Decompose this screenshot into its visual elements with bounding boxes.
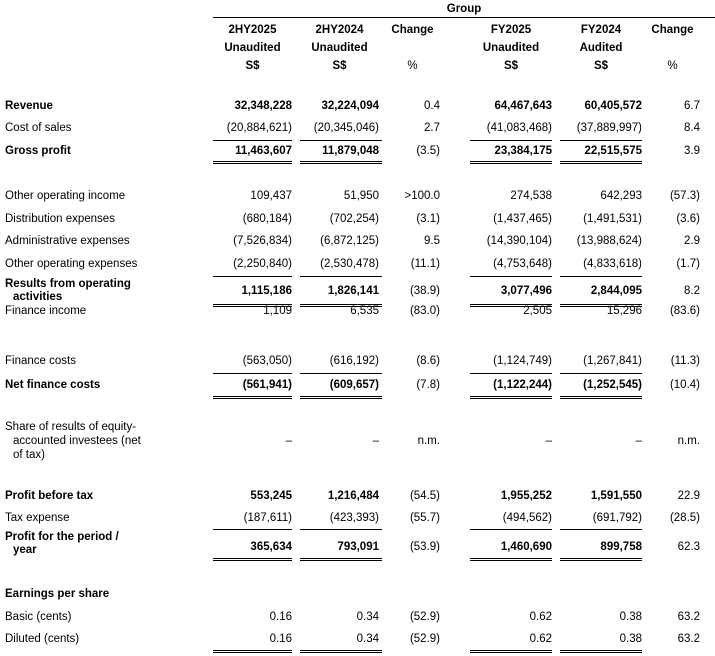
col-header-change-full: Change %	[651, 24, 694, 72]
subtotal-rule	[560, 276, 642, 277]
total-double-rule	[300, 304, 382, 307]
total-double-rule	[560, 558, 642, 561]
subtotal-rule	[213, 529, 292, 530]
total-double-rule	[470, 161, 552, 164]
subtotal-rule	[560, 373, 642, 374]
col-header-2hy2024: 2HY2024 Unaudited S$	[311, 24, 368, 72]
total-double-rule	[300, 558, 382, 561]
subtotal-rule	[213, 276, 292, 277]
subtotal-rule	[560, 140, 642, 141]
subtotal-rule	[213, 140, 292, 141]
income-statement-page: Group 2HY2025 Unaudited S$ 2HY2024 Unaudited S$ Change % FY2025 Unaudited S$ FY2024 Audited S$ Change % Revenue 32,348,228 32,224,094 0.4 64,467,643 60,405,572 6.7 Cost of sales (20,884,621) (20,345,046) 2.7 (41,083,468) (37,889,997) 8.4 Gross profit 11,463,607 11,879,048 (3.5) 23,384,175 22,515,575 3.9 Other operating income 109,437 51,950 >100.0 274,538 642,293 (57.3) Distribution expenses (680,184) (702,254) (3.1) (1,437,465) (1,491,531) (3.6) Administrative expenses (7,526,834) (6,872,125) 9.5 (14,390,104) (13,988,624) 2.9 Other operating expenses (2,250,840) (2,530,478) (11.1) (4,753,648) (4,833,618) (1.7) Results from operating activities 1,115,186 1,826,141 (38.9) 3,077,496 2,844,095 8.2 Finance income 1,109 6,535 (83.0) 2,505 15,296 (83.6) Finance costs (563,050) (616,192) (8.6) (1,124,749) (1,267,841) (11.3) Net finance costs (561,941) (609,657) (7.8) (1,122,244) (1,252,545) (10.4) Share of results of equity- accounted investees (net of tax) – – n.m. – – n.m. Profit before tax 553,245 1,216,484 (54.5) 1,955,252 1,591,550 22.9 Tax expense (187,611) (423,393) (55.7) (494,562) (691,792) (28.5) Profit for the period / year 365,634 793,091 (53.9) 1,460,690 899,758 62.3 Earnings per share Basic (cents) 0.16 0.34 (52.9) 0.62 0.38 63.2 Diluted (cents) 0.16 0.34 (52.9) 0.62 0.38 63.2	[0, 0, 715, 656]
total-double-rule	[213, 161, 292, 164]
total-double-rule	[213, 396, 292, 399]
total-double-rule	[300, 396, 382, 399]
col-header-fy2024: FY2024 Audited S$	[579, 24, 623, 72]
total-double-rule	[470, 558, 552, 561]
subtotal-rule	[300, 373, 382, 374]
total-double-rule	[300, 650, 382, 653]
total-double-rule	[560, 161, 642, 164]
subtotal-rule	[300, 140, 382, 141]
subtotal-rule	[470, 529, 552, 530]
total-double-rule	[470, 396, 552, 399]
total-double-rule	[213, 304, 292, 307]
total-double-rule	[560, 396, 642, 399]
subtotal-rule	[300, 276, 382, 277]
col-header-2hy2025: 2HY2025 Unaudited S$	[224, 24, 281, 72]
col-header-fy2025: FY2025 Unaudited S$	[482, 24, 540, 72]
subtotal-rule	[300, 529, 382, 530]
total-double-rule	[213, 650, 292, 653]
total-double-rule	[300, 161, 382, 164]
group-underline	[213, 17, 715, 18]
subtotal-rule	[470, 140, 552, 141]
total-double-rule	[560, 304, 642, 307]
total-double-rule	[213, 558, 292, 561]
total-double-rule	[470, 650, 552, 653]
total-double-rule	[560, 650, 642, 653]
total-double-rule	[470, 304, 552, 307]
group-label: Group	[446, 3, 482, 15]
subtotal-rule	[470, 276, 552, 277]
subtotal-rule	[470, 373, 552, 374]
col-header-change-half: Change %	[391, 24, 434, 72]
subtotal-rule	[560, 529, 642, 530]
subtotal-rule	[213, 373, 292, 374]
